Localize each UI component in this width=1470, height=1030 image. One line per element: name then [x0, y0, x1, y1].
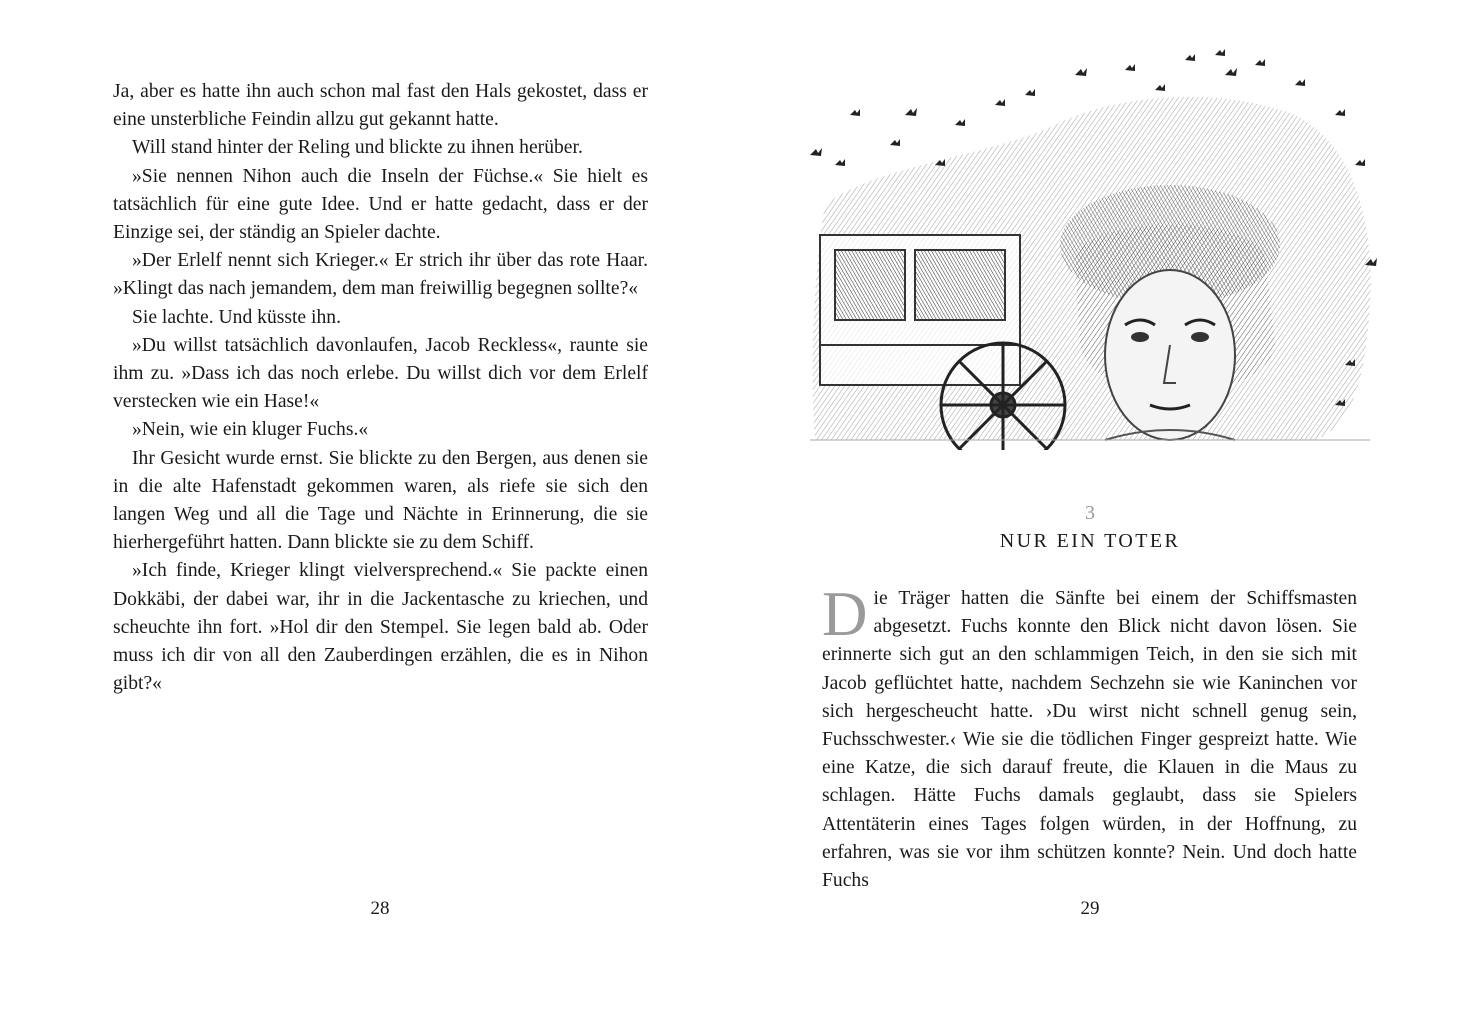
- chapter-illustration: [795, 45, 1385, 450]
- first-paragraph-text: ie Träger hatten die Sänfte bei einem der Schiffsmasten abgesetzt. Fuchs konnte den Blick nicht davon lösen. Sie erinnerte sich gut an den schlammigen Teich, in den sie sich mit Jacob geflüchtet hatte, nachdem Sechzehn sie wie Kaninchen vor sich hergescheucht hatte. ›Du wirst nicht schnell genug sein, Fuchsschwester.‹ Wie sie die tödlichen Finger gespreizt hatte. Wie eine Katze, die sich darauf freute, die Klauen in die Maus zu schlagen. Hätte Fuchs damals geglaubt, dass sie Spielers Attentäterin eines Tages folgen würden, in der Hoffnung, zu erfahren, was sie vor ihm schützen konnte? Nein. Und doch hatte Fuchs: [822, 588, 1357, 892]
- page-number: 28: [370, 898, 390, 919]
- paragraph: Will stand hinter der Reling und blickte zu ihnen herüber.: [132, 137, 583, 159]
- paragraph: [822, 579, 1357, 895]
- right-page: [735, 0, 1470, 1030]
- page-number: 29: [1080, 898, 1100, 919]
- paragraph: Sie lachte. Und küsste ihn.: [132, 306, 341, 328]
- chapter-number: 3: [1085, 502, 1095, 524]
- paragraph: Ja, aber es hatte ihn auch schon mal fast den Hals gekostet, dass er eine unsterbliche Feindin allzu gut gekannt hatte.: [113, 81, 648, 131]
- left-page-text: [113, 78, 648, 698]
- paragraph: »Der Erlelf nennt sich Krieger.« Er strich ihr über das rote Haar. »Klingt das nach jemandem, dem man freiwillig begegnen sollte?«: [113, 250, 648, 300]
- paragraph: »Ich finde, Krieger klingt vielversprechend.« Sie packte einen Dokkäbi, der dabei war, ihr in die Jackentasche zu kriechen, und scheuchte ihn fort. »Hol dir den Stempel. Sie legen bald ab. Oder muss ich dir von all den Zauberdingen erzählen, die es in Nihon gibt?«: [113, 560, 648, 695]
- paragraph: »Du willst tatsächlich davonlaufen, Jacob Reckless«, raunte sie ihm zu. »Dass ich das noch erlebe. Du willst dich vor dem Erlelf verstecken wie ein Hase!«: [113, 334, 648, 413]
- paragraph: »Nein, wie ein kluger Fuchs.«: [132, 419, 369, 441]
- right-page-text: [822, 579, 1357, 895]
- drop-cap: D: [822, 579, 868, 649]
- paragraph: »Sie nennen Nihon auch die Inseln der Füchse.« Sie hielt es tatsächlich für eine gute Idee. Und er hatte gedacht, dass er der Einzige sei, der ständig an Spieler dachte.: [113, 165, 648, 244]
- chapter-title: NUR EIN TOTER: [999, 530, 1181, 552]
- paragraph: Ihr Gesicht wurde ernst. Sie blickte zu den Bergen, aus denen sie in die alte Hafenstadt gekommen waren, als riefe sie sich den langen Weg und all die Tage und Nächte in Erinnerung, die sie hierhergeführt hatten. Dann blickte sie zu dem Schiff.: [113, 447, 648, 554]
- carriage: [820, 235, 1020, 385]
